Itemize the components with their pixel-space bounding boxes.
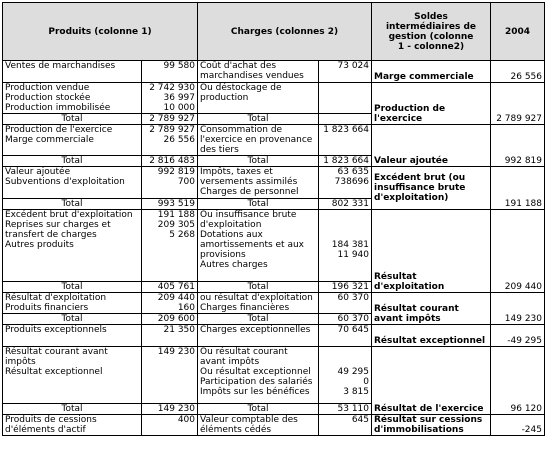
produits-value-cell bbox=[142, 125, 198, 156]
produit-value: 5 268 bbox=[169, 230, 195, 240]
charge-value: 184 381 bbox=[331, 240, 369, 250]
charges-value-cell bbox=[319, 61, 372, 83]
produits-cell bbox=[3, 347, 142, 404]
solde-label: Résultat d'exploitation bbox=[372, 210, 491, 293]
produit-label: Excédent brut d'exploitation bbox=[5, 210, 133, 220]
charge-label: Impôts, taxes et versements assimilés bbox=[200, 167, 298, 187]
produit-label: Marge commerciale bbox=[5, 135, 94, 145]
charges-total-value: 60 370 bbox=[319, 314, 372, 325]
produits-total-value: 149 230 bbox=[142, 404, 198, 415]
charge-value: 49 295 bbox=[337, 367, 369, 377]
produit-value: 992 819 bbox=[157, 167, 195, 177]
produits-value-cell bbox=[142, 293, 198, 314]
solde-label: Résultat exceptionnel bbox=[372, 325, 491, 347]
charges-cell bbox=[198, 210, 319, 282]
charges-total-label: Total bbox=[198, 114, 319, 125]
charge-label: Participation des salariés bbox=[200, 377, 313, 387]
produit-label: Production stockée bbox=[5, 93, 91, 103]
charge-label: Charges de personnel bbox=[200, 187, 299, 197]
produits-total-label: Total bbox=[3, 314, 142, 325]
charge-label: ou résultat d'exploitation bbox=[200, 293, 313, 303]
solde-label: Marge commerciale bbox=[372, 61, 491, 83]
produits-total-value: 405 761 bbox=[142, 282, 198, 293]
produits-total-value: 993 519 bbox=[142, 199, 198, 210]
produit-label: Autres produits bbox=[5, 240, 74, 250]
solde-value: 992 819 bbox=[491, 125, 545, 167]
charge-label: Ou déstockage de production bbox=[200, 83, 282, 103]
produit-label: Résultat d'exploitation bbox=[5, 293, 107, 303]
charge-label: Ou résultat courant avant impôts bbox=[200, 347, 288, 367]
produit-label: Produits exceptionnels bbox=[5, 325, 107, 335]
produits-cell bbox=[3, 210, 142, 282]
charges-total-value: 53 110 bbox=[319, 404, 372, 415]
charges-value-cell bbox=[319, 347, 372, 404]
produit-label: Résultat courant avant impôts bbox=[5, 347, 108, 367]
charges-cell bbox=[198, 415, 319, 436]
solde-value: -245 bbox=[491, 415, 545, 436]
charges-value-cell bbox=[319, 293, 372, 314]
charges-cell bbox=[198, 347, 319, 404]
produits-cell bbox=[3, 83, 142, 114]
produit-label: Produits financiers bbox=[5, 303, 89, 313]
charge-value: 70 645 bbox=[337, 325, 369, 335]
table-body bbox=[3, 61, 545, 436]
charge-label: Autres charges bbox=[200, 260, 268, 270]
charge-value: 11 940 bbox=[337, 250, 369, 260]
charge-value: 738696 bbox=[334, 177, 369, 187]
charges-total-value: 196 321 bbox=[319, 282, 372, 293]
produit-value: 209 305 bbox=[157, 220, 195, 230]
charges-cell bbox=[198, 61, 319, 83]
produits-value-cell bbox=[142, 347, 198, 404]
charge-label: Ou résultat exceptionnel bbox=[200, 367, 311, 377]
solde-value: 209 440 bbox=[491, 210, 545, 293]
solde-label: Production de l'exercice bbox=[372, 83, 491, 125]
produits-value-cell bbox=[142, 325, 198, 347]
charges-total-value: 1 823 664 bbox=[319, 156, 372, 167]
produits-total-value: 2 789 927 bbox=[142, 114, 198, 125]
header-produits: Produits (colonne 1) bbox=[3, 3, 198, 61]
charges-value-cell bbox=[319, 167, 372, 199]
charge-label: Consommation de l'exercice en provenance des tiers bbox=[200, 125, 313, 155]
table-row bbox=[3, 415, 545, 436]
produits-cell bbox=[3, 325, 142, 347]
header-row bbox=[3, 3, 545, 61]
table-row bbox=[3, 325, 545, 347]
produits-value-cell bbox=[142, 210, 198, 282]
produits-cell bbox=[3, 61, 142, 83]
charges-value-cell bbox=[319, 210, 372, 282]
charge-value: 645 bbox=[351, 415, 369, 425]
produit-value: 191 188 bbox=[157, 210, 195, 220]
charges-cell bbox=[198, 293, 319, 314]
charges-total-value bbox=[319, 114, 372, 125]
produits-cell bbox=[3, 415, 142, 436]
charge-label: Charges exceptionnelles bbox=[200, 325, 311, 335]
charges-total-label: Total bbox=[198, 199, 319, 210]
solde-value: -49 295 bbox=[491, 325, 545, 347]
header-charges: Charges (colonnes 2) bbox=[198, 3, 372, 61]
produit-value: 26 556 bbox=[163, 135, 195, 145]
table-row bbox=[3, 61, 545, 83]
solde-value: 149 230 bbox=[491, 293, 545, 325]
charge-label: Charges financières bbox=[200, 303, 290, 313]
table-row bbox=[3, 347, 545, 404]
solde-label: Valeur ajoutée bbox=[372, 125, 491, 167]
produit-label: Reprises sur charges et transfert de charges bbox=[5, 220, 111, 240]
produits-cell bbox=[3, 293, 142, 314]
charge-value: 3 815 bbox=[343, 387, 369, 397]
produits-value-cell bbox=[142, 167, 198, 199]
solde-label: Résultat de l'exercice bbox=[372, 347, 491, 415]
produits-total-label: Total bbox=[3, 114, 142, 125]
produit-label: Ventes de marchandises bbox=[5, 61, 116, 71]
produits-total-value: 2 816 483 bbox=[142, 156, 198, 167]
produit-value: 2 789 927 bbox=[149, 125, 195, 135]
charges-value-cell bbox=[319, 415, 372, 436]
produits-value-cell bbox=[142, 61, 198, 83]
solde-value: 96 120 bbox=[491, 347, 545, 415]
produit-value: 2 742 930 bbox=[149, 83, 195, 93]
produit-label: Résultat exceptionnel bbox=[5, 367, 103, 377]
produit-value: 99 580 bbox=[163, 61, 195, 71]
produit-value: 400 bbox=[177, 415, 195, 425]
table-row bbox=[3, 210, 545, 282]
table-row bbox=[3, 167, 545, 199]
produit-value: 700 bbox=[177, 177, 195, 187]
solde-label: Excédent brut (ou insuffisance brute d'exploitation) bbox=[372, 167, 491, 210]
produits-total-label: Total bbox=[3, 199, 142, 210]
charges-total-label: Total bbox=[198, 156, 319, 167]
charge-value: 0 bbox=[363, 377, 369, 387]
charge-label: Ou insuffisance brute d'exploitation bbox=[200, 210, 297, 230]
charge-label: Dotations aux amortissements et aux provisions bbox=[200, 230, 304, 260]
charge-label: Coût d'achat des marchandises vendues bbox=[200, 61, 304, 81]
charges-total-label: Total bbox=[198, 282, 319, 293]
charge-value: 1 823 664 bbox=[323, 125, 369, 135]
produit-label: Valeur ajoutée bbox=[5, 167, 71, 177]
produit-value: 160 bbox=[177, 303, 195, 313]
solde-value: 26 556 bbox=[491, 61, 545, 83]
charges-cell bbox=[198, 167, 319, 199]
solde-label: Résultat courant avant impôts bbox=[372, 293, 491, 325]
charges-cell bbox=[198, 325, 319, 347]
produits-total-value: 209 600 bbox=[142, 314, 198, 325]
produits-cell bbox=[3, 125, 142, 156]
produit-label: Subventions d'exploitation bbox=[5, 177, 125, 187]
charges-cell bbox=[198, 125, 319, 156]
charge-value: 63 635 bbox=[337, 167, 369, 177]
produits-total-label: Total bbox=[3, 404, 142, 415]
table-row bbox=[3, 293, 545, 314]
charges-cell bbox=[198, 83, 319, 114]
produit-label: Production vendue bbox=[5, 83, 90, 93]
table-row bbox=[3, 83, 545, 114]
solde-value: 2 789 927 bbox=[491, 83, 545, 125]
produit-label: Production immobilisée bbox=[5, 103, 111, 113]
produits-value-cell bbox=[142, 415, 198, 436]
charges-value-cell bbox=[319, 325, 372, 347]
header-year: 2004 bbox=[491, 3, 545, 61]
soldes-intermediaires-table bbox=[2, 2, 545, 436]
produit-label: Produits de cessions d'éléments d'actif bbox=[5, 415, 97, 435]
table-row bbox=[3, 125, 545, 156]
produit-value: 209 440 bbox=[157, 293, 195, 303]
produits-total-label: Total bbox=[3, 156, 142, 167]
charges-total-label: Total bbox=[198, 314, 319, 325]
header-soldes: Soldes intermédiaires de gestion (colonne 1 - colonne2) bbox=[372, 3, 491, 61]
produit-value: 36 997 bbox=[163, 93, 195, 103]
produits-total-label: Total bbox=[3, 282, 142, 293]
produit-value: 10 000 bbox=[163, 103, 195, 113]
solde-value: 191 188 bbox=[491, 167, 545, 210]
charge-label: Impôts sur les bénéfices bbox=[200, 387, 310, 397]
charge-label: Valeur comptable des éléments cédés bbox=[200, 415, 298, 435]
charge-value: 73 024 bbox=[337, 61, 369, 71]
produit-label: Production de l'exercice bbox=[5, 125, 113, 135]
charges-total-label: Total bbox=[198, 404, 319, 415]
produits-cell bbox=[3, 167, 142, 199]
charges-value-cell bbox=[319, 83, 372, 114]
solde-label: Résultat sur cessions d'immobilisations bbox=[372, 415, 491, 436]
produit-value: 149 230 bbox=[157, 347, 195, 357]
produit-value: 21 350 bbox=[163, 325, 195, 335]
charges-value-cell bbox=[319, 125, 372, 156]
charge-value: 60 370 bbox=[337, 293, 369, 303]
produits-value-cell bbox=[142, 83, 198, 114]
charges-total-value: 802 331 bbox=[319, 199, 372, 210]
